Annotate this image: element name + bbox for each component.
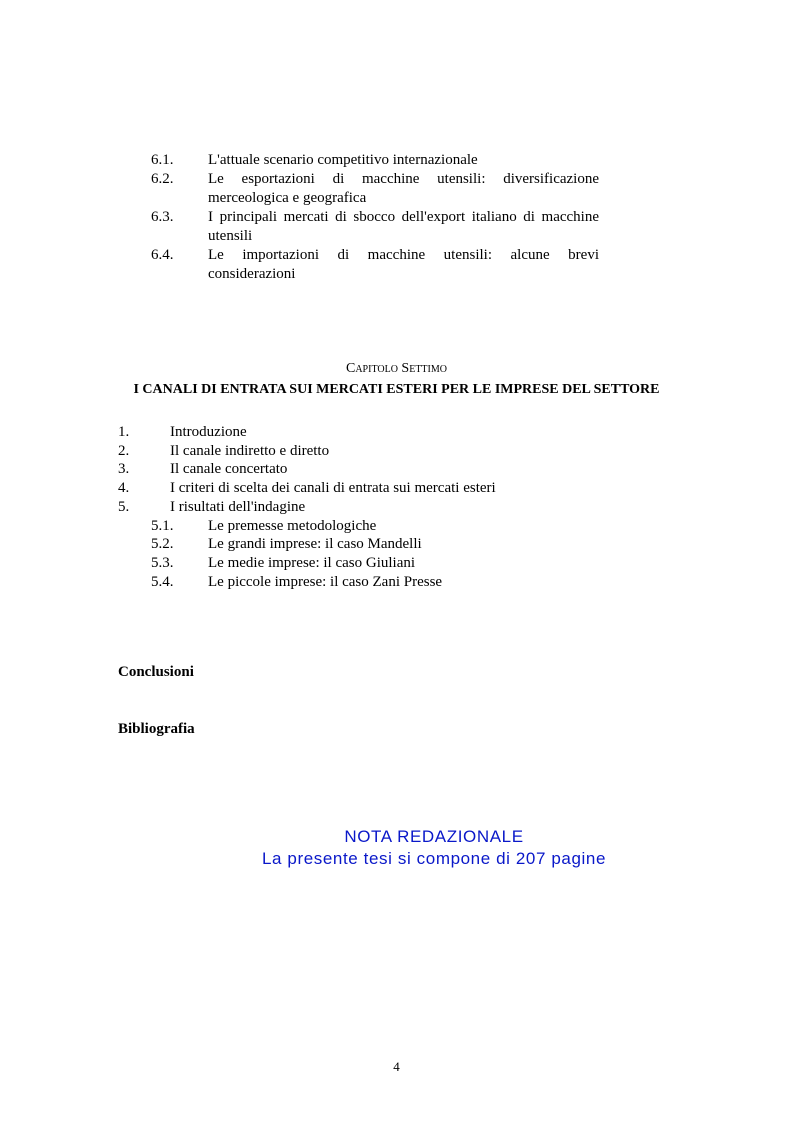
toc-entry-number: 3. — [118, 461, 130, 478]
toc-entry-text: Le grandi imprese: il caso Mandelli — [208, 536, 422, 553]
chapter-title: I CANALI DI ENTRATA SUI MERCATI ESTERI PER LE IMPRESE DEL SETTORE — [133, 382, 660, 397]
toc-entry-number: 2. — [118, 442, 130, 459]
toc-entry-6-1[interactable] — [151, 151, 599, 170]
toc-entry-7-3[interactable] — [118, 460, 496, 479]
toc-entry-text: I risultati dell'indagine — [170, 498, 306, 515]
toc-entry-text: I criteri di scelta dei canali di entrata sui mercati esteri — [170, 480, 496, 497]
toc-bibliografia[interactable]: Bibliografia — [118, 721, 195, 737]
toc-entry-number: 5.4. — [151, 573, 174, 590]
toc-entry-number: 6.2. — [151, 171, 174, 187]
toc-entry-text: I principali mercati di sbocco dell'export italiano di macchine utensili — [208, 209, 599, 244]
editorial-note-text: La presente tesi si compone di 207 pagine — [261, 849, 607, 868]
toc-entry-7-5-3[interactable] — [118, 554, 496, 573]
toc-entry-7-5-4[interactable] — [118, 573, 496, 592]
toc-entry-number: 1. — [118, 424, 130, 440]
toc-entry-number: 5. — [118, 498, 130, 515]
toc-entry-7-4[interactable] — [118, 479, 496, 498]
toc-entry-number: 6.1. — [151, 152, 174, 168]
toc-entry-7-2[interactable] — [118, 442, 496, 461]
toc-entry-number: 5.2. — [151, 536, 174, 553]
toc-chapter-6-list — [151, 151, 599, 284]
toc-entry-text: Le premesse metodologiche — [208, 517, 377, 534]
toc-chapter-7-list — [118, 423, 496, 591]
toc-entry-7-5-2[interactable] — [118, 535, 496, 554]
toc-entry-number: 6.3. — [151, 209, 174, 225]
toc-entry-text: Introduzione — [170, 424, 247, 440]
page-number: 4 — [393, 1059, 400, 1074]
toc-entry-number: 5.1. — [151, 517, 174, 534]
toc-entry-7-5-1[interactable] — [118, 517, 496, 536]
toc-entry-number: 5.3. — [151, 554, 174, 571]
toc-entry-text: Le importazioni di macchine utensili: alcune brevi considerazioni — [208, 247, 599, 282]
toc-entry-6-3[interactable] — [151, 208, 599, 246]
chapter-label: Capitolo Settimo — [346, 361, 447, 376]
toc-entry-7-1[interactable] — [118, 423, 496, 442]
editorial-note-title: NOTA REDAZIONALE — [344, 827, 524, 846]
toc-entry-number: 6.4. — [151, 247, 174, 263]
toc-entry-6-2[interactable] — [151, 170, 599, 208]
toc-entry-text: Il canale concertato — [170, 461, 288, 478]
toc-conclusioni[interactable]: Conclusioni — [118, 664, 194, 680]
toc-entry-text: L'attuale scenario competitivo internazionale — [208, 152, 478, 168]
toc-entry-7-5[interactable] — [118, 498, 496, 517]
toc-entry-text: Le piccole imprese: il caso Zani Presse — [208, 573, 443, 590]
toc-entry-text: Le esportazioni di macchine utensili: diversificazione merceologica e geografica — [208, 171, 599, 206]
toc-entry-text: Il canale indiretto e diretto — [170, 442, 330, 459]
toc-entry-6-4[interactable] — [151, 246, 599, 284]
toc-entry-text: Le medie imprese: il caso Giuliani — [208, 554, 416, 571]
toc-entry-number: 4. — [118, 480, 130, 497]
